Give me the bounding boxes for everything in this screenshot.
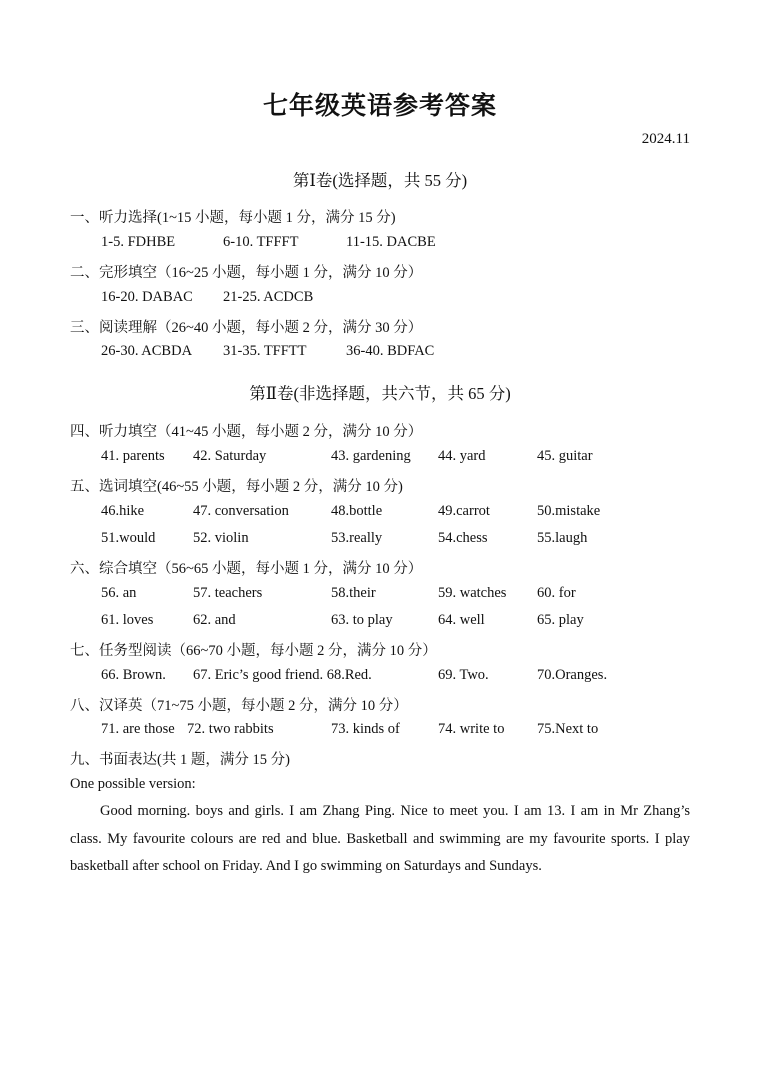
answer-item: 75.Next to (537, 721, 599, 737)
essay-body (70, 798, 690, 881)
essay-intro: One possible version: (70, 776, 196, 792)
answer-item: 61. loves (101, 612, 154, 628)
section-1-heading: 一、听力选择(1~15 小题，每小题 1 分，满分 15 分) (70, 210, 396, 226)
part-2-heading: 第Ⅱ卷(非选择题，共六节，共 65 分) (249, 384, 511, 403)
section-5-heading: 五、选词填空(46~55 小题，每小题 2 分，满分 10 分) (70, 479, 403, 495)
answer-item: 70.Oranges. (537, 667, 608, 683)
section-4-heading: 四、听力填空（41~45 小题，每小题 2 分，满分 10 分） (70, 424, 423, 440)
answer-item: 36-40. BDFAC (346, 343, 435, 359)
section-6-heading: 六、综合填空（56~65 小题，每小题 1 分，满分 10 分） (70, 561, 423, 577)
answer-item: 74. write to (438, 721, 505, 737)
answer-item: 51.would (101, 530, 156, 546)
answer-item: 21-25. ACDCB (223, 289, 314, 305)
answer-item: 26-30. ACBDA (101, 343, 193, 359)
answer-item: 50.mistake (537, 503, 601, 519)
answer-item: 6-10. TFFFT (223, 234, 299, 250)
answer-item: 58.their (331, 585, 376, 601)
answer-item: 45. guitar (537, 448, 593, 464)
answer-item: 55.laugh (537, 530, 588, 546)
section-3-heading: 三、阅读理解（26~40 小题，每小题 2 分，满分 30 分） (70, 320, 423, 336)
answer-item: 41. parents (101, 448, 165, 464)
part-1-heading: 第Ⅰ卷(选择题，共 55 分) (292, 171, 468, 190)
answer-item: 1-5. FDHBE (101, 234, 176, 250)
answer-item: 66. Brown. (101, 667, 166, 683)
essay-paragraph: Good morning. boys and girls. I am Zhang Ping. Nice to meet you. I am 13. I am in Mr Zhang’s class. My favourite colours are red and blue. Basketball and swimming are my favourite sports. I play basketball after school on Friday. And I go swimming on Saturdays and Sundays. (70, 803, 690, 874)
section-9-heading: 九、书面表达(共 1 题，满分 15 分) (70, 752, 290, 768)
answer-item: 31-35. TFFTT (223, 343, 307, 359)
answer-item: 56. an (101, 585, 137, 601)
answer-item: 64. well (438, 612, 485, 628)
answer-item: 16-20. DABAC (101, 289, 193, 305)
section-8-heading: 八、汉译英（71~75 小题，每小题 2 分，满分 10 分） (70, 698, 408, 714)
answer-item: 71. are those (101, 721, 175, 737)
page-title: 七年级英语参考答案 (262, 91, 497, 120)
answer-item: 62. and (193, 612, 236, 628)
answer-item: 57. teachers (193, 585, 263, 601)
answer-item: 48.bottle (331, 503, 383, 519)
answer-item: 67. Eric’s good friend. 68.Red. (193, 667, 372, 683)
answer-item: 42. Saturday (193, 448, 267, 464)
answer-item: 49.carrot (438, 503, 490, 519)
answer-item: 73. kinds of (331, 721, 400, 737)
answer-item: 60. for (537, 585, 576, 601)
answer-item: 11-15. DACBE (346, 234, 436, 250)
answer-item: 47. conversation (193, 503, 289, 519)
answer-item: 43. gardening (331, 448, 411, 464)
section-7-heading: 七、任务型阅读（66~70 小题，每小题 2 分，满分 10 分） (70, 643, 437, 659)
answer-item: 65. play (537, 612, 584, 628)
answer-item: 69. Two. (438, 667, 489, 683)
answer-item: 59. watches (438, 585, 507, 601)
answer-item: 72. two rabbits (187, 721, 274, 737)
answer-item: 53.really (331, 530, 383, 546)
document-date: 2024.11 (641, 131, 690, 147)
section-2-heading: 二、完形填空（16~25 小题，每小题 1 分，满分 10 分） (70, 265, 423, 281)
answer-item: 52. violin (193, 530, 249, 546)
answer-item: 54.chess (438, 530, 488, 546)
answer-item: 44. yard (438, 448, 486, 464)
answer-item: 63. to play (331, 612, 393, 628)
answer-item: 46.hike (101, 503, 145, 519)
